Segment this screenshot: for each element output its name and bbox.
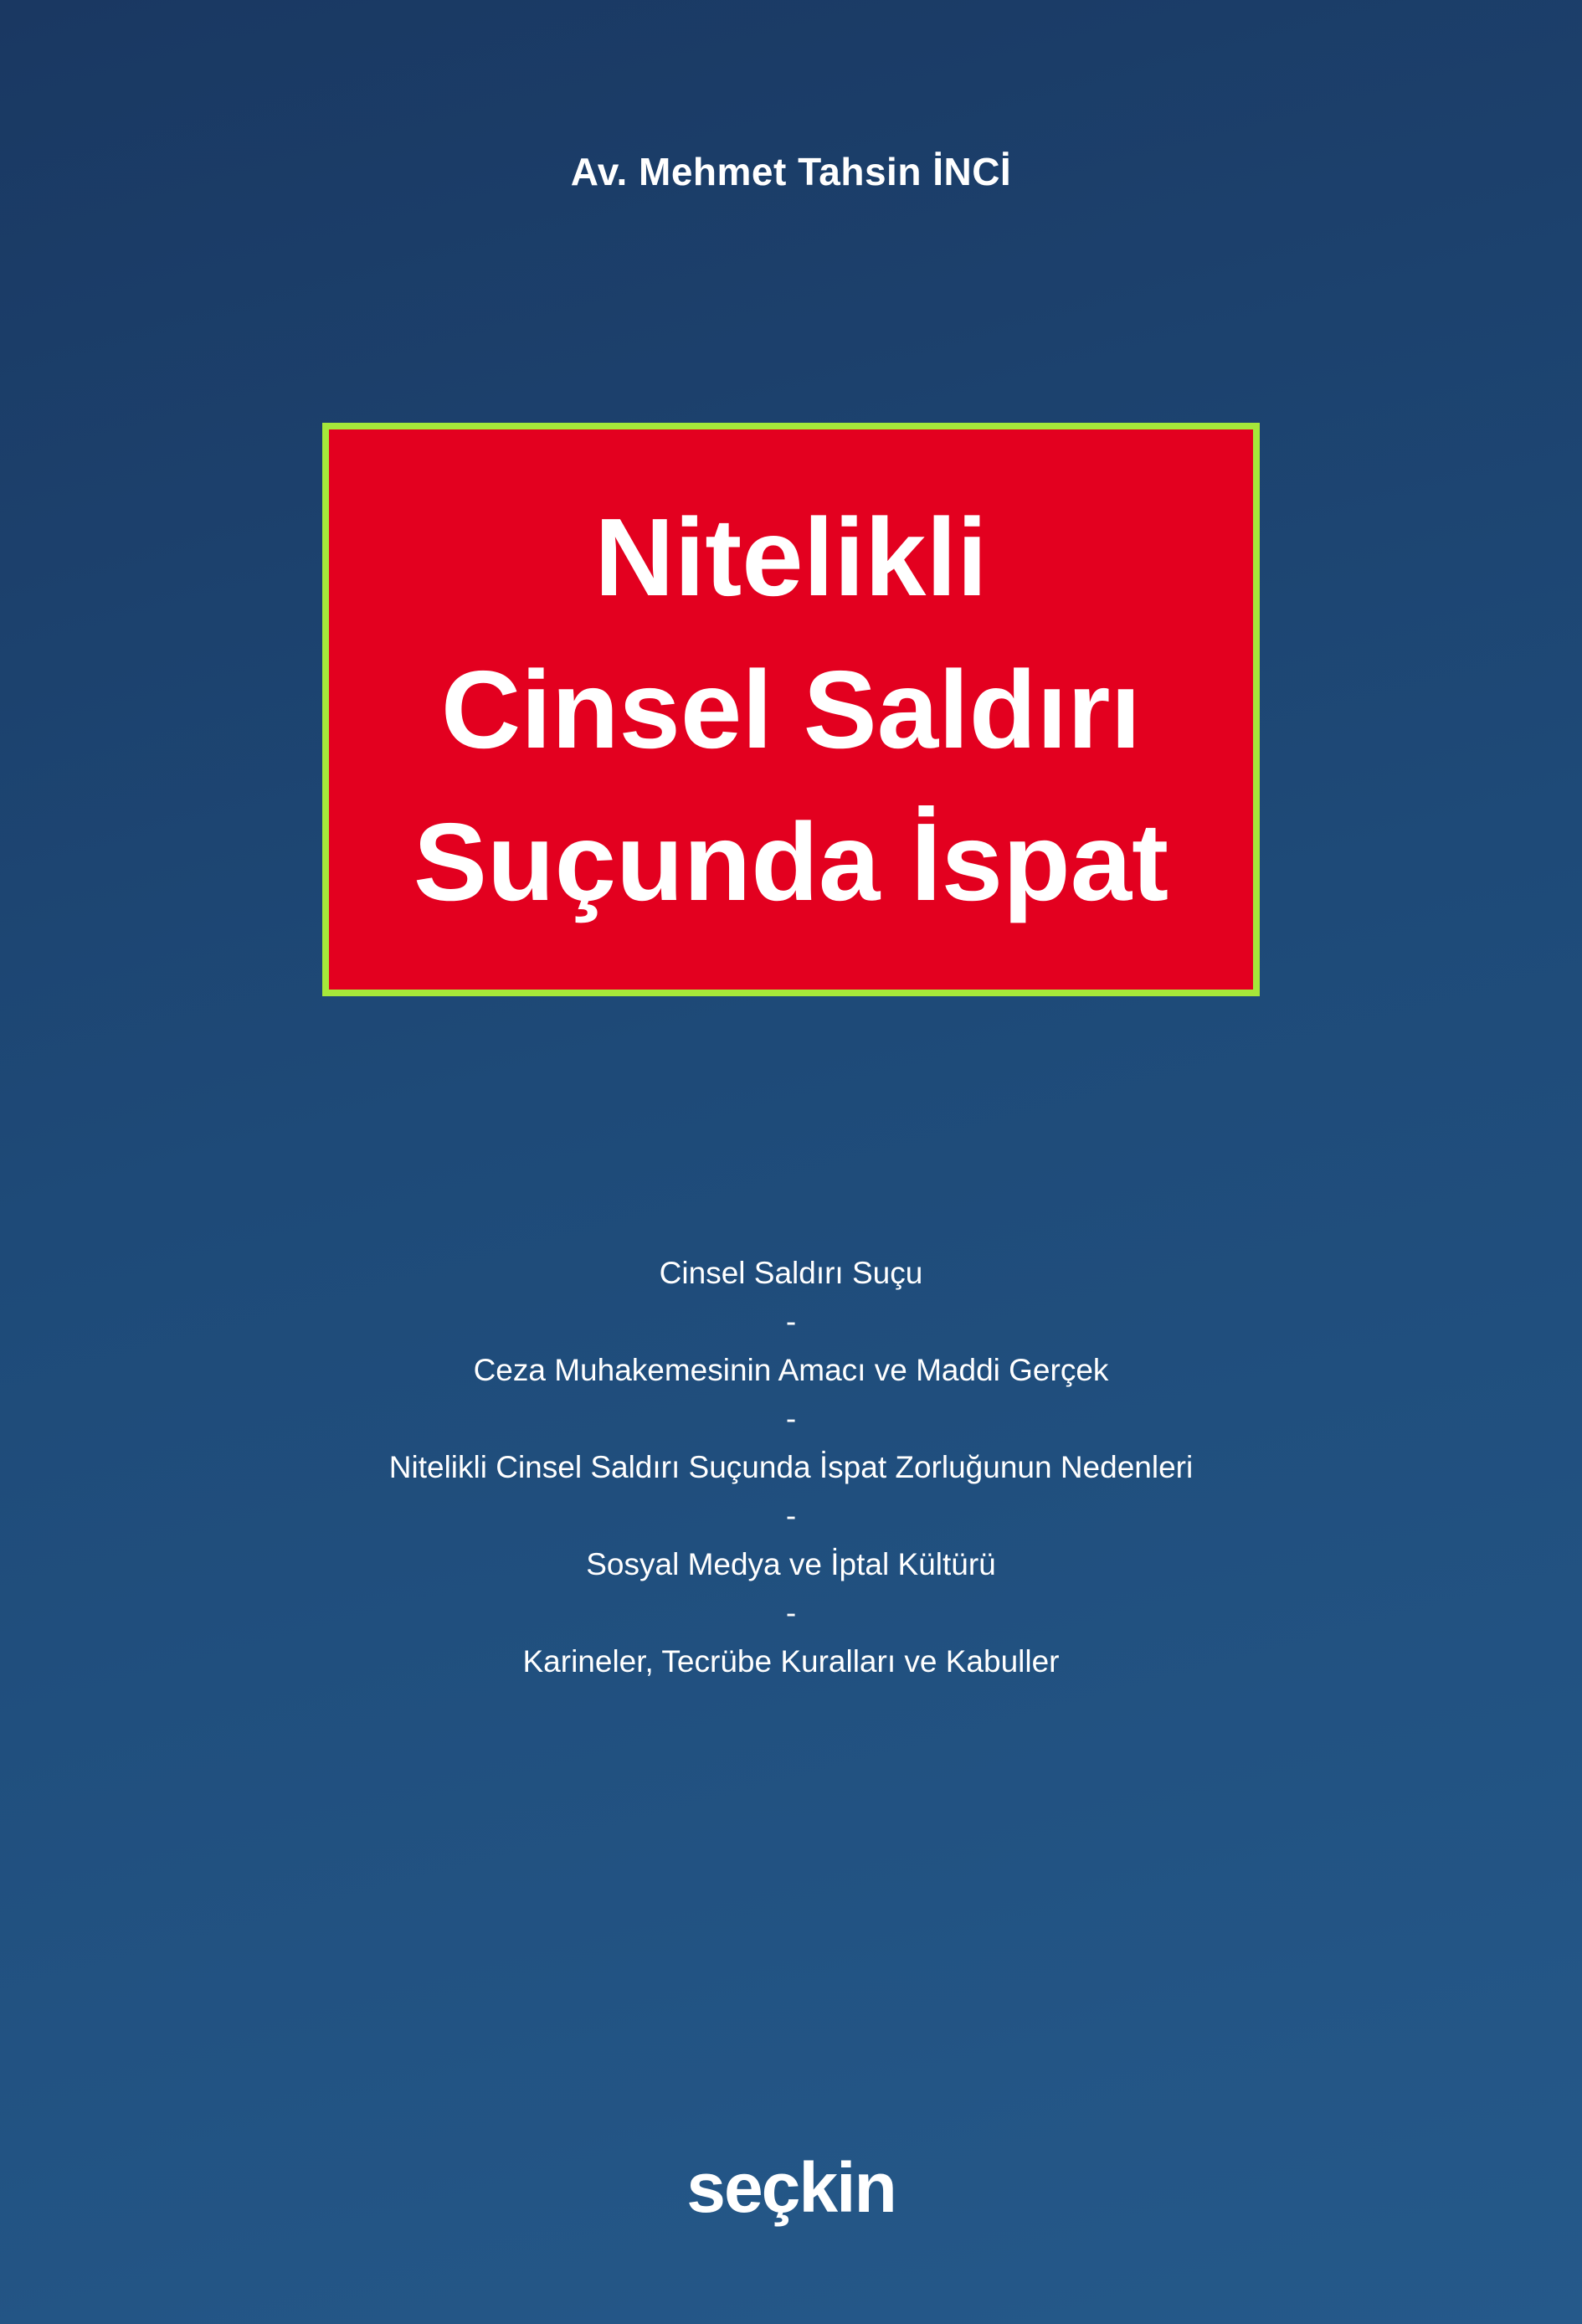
- title-line-1: Nitelikli: [594, 495, 988, 619]
- topic-item: Cinsel Saldırı Suçu: [659, 1256, 923, 1290]
- title-line-3: Suçunda İspat: [413, 800, 1169, 923]
- topic-item: Sosyal Medya ve İptal Kültürü: [586, 1547, 996, 1581]
- topics-list: [0, 1249, 1582, 1686]
- topic-separator: -: [785, 1401, 797, 1436]
- publisher-logo: seçkin: [686, 2148, 896, 2227]
- topic-item: Karineler, Tecrübe Kuralları ve Kabuller: [522, 1644, 1060, 1679]
- topic-item: Ceza Muhakemesinin Amacı ve Maddi Gerçek: [473, 1353, 1109, 1387]
- topic-separator: -: [785, 1499, 797, 1533]
- topic-separator: -: [785, 1304, 797, 1339]
- title-box: [322, 423, 1260, 996]
- author-name: Av. Mehmet Tahsin İNCİ: [570, 150, 1012, 193]
- topic-separator: -: [785, 1596, 797, 1630]
- topic-item: Nitelikli Cinsel Saldırı Suçunda İspat Zorluğunun Nedenleri: [388, 1450, 1194, 1484]
- title-line-2: Cinsel Saldırı: [440, 647, 1142, 771]
